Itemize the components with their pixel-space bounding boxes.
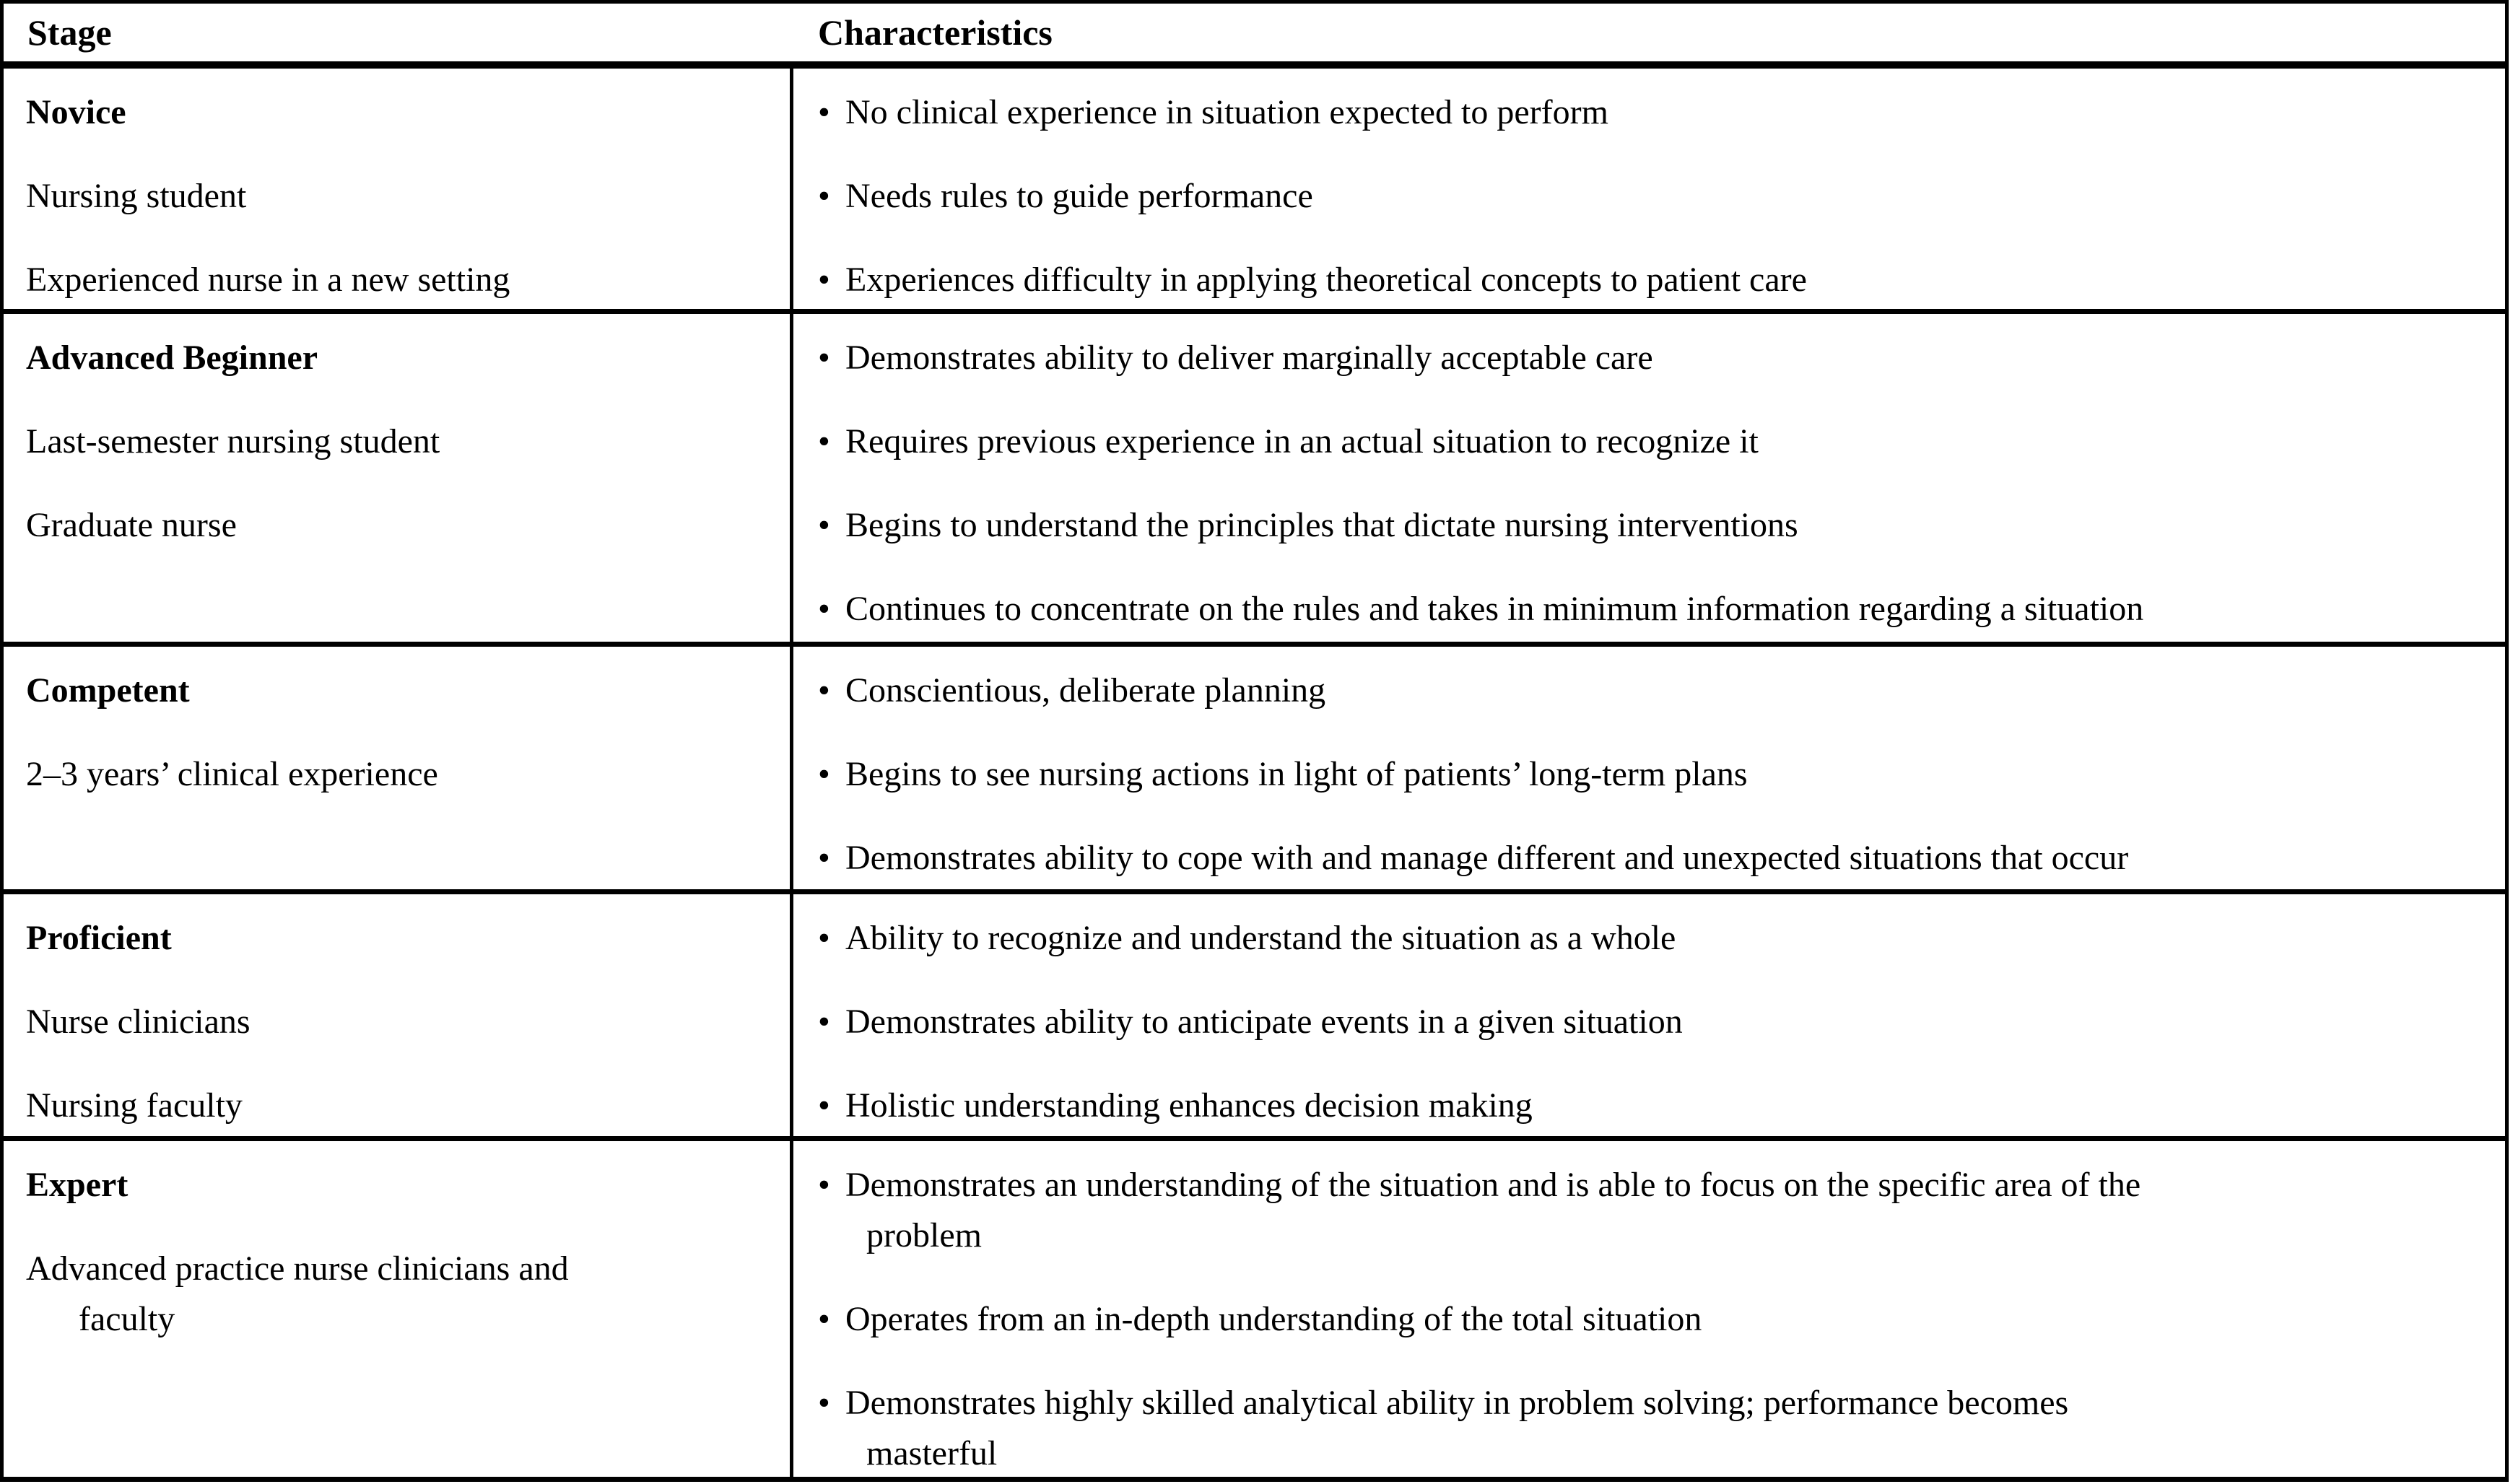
bullet-icon: •: [818, 1166, 830, 1204]
characteristic-item: [818, 333, 2487, 383]
characteristics-cell: [793, 1141, 2505, 1479]
stage-sub: [26, 1244, 775, 1345]
stage-sub: [26, 1081, 775, 1131]
characteristic-item: [818, 749, 2487, 800]
characteristic-item: [818, 416, 2487, 467]
column-header-characteristics: Characteristics: [818, 12, 1053, 53]
characteristic-item: [818, 1160, 2487, 1261]
characteristic-text: • Begins to see nursing actions in light of patients’ long-term plans: [818, 749, 2487, 800]
characteristics-cell: [793, 69, 2505, 309]
characteristic-text: • Operates from an in-depth understanding of the total situation: [818, 1294, 2487, 1345]
bullet-icon: •: [818, 590, 830, 628]
stage-sub: [26, 255, 775, 305]
characteristic-text: • Demonstrates highly skilled analytical ability in problem solving; performance becomes: [818, 1378, 2487, 1428]
characteristic-text: • Holistic understanding enhances decision making: [818, 1081, 2487, 1131]
table-body: [4, 69, 2505, 1479]
stage-sub-text: 2–3 years’ clinical experience: [26, 755, 438, 793]
stage-title: Expert: [26, 1166, 129, 1204]
characteristic-item: [818, 1294, 2487, 1345]
stage-title: Competent: [26, 671, 190, 710]
table-row: [4, 69, 2505, 314]
characteristic-text: • Conscientious, deliberate planning: [818, 665, 2487, 716]
stage-cell: [4, 69, 793, 309]
bullet-icon: •: [818, 919, 830, 957]
table-row: [4, 894, 2505, 1141]
characteristics-cell: [793, 647, 2505, 889]
characteristic-item: [818, 1081, 2487, 1131]
stage-cell: [4, 894, 793, 1136]
bullet-icon: •: [818, 339, 830, 377]
bullet-icon: •: [818, 755, 830, 793]
stage-title: Novice: [26, 93, 126, 131]
stage-cell: [4, 314, 793, 642]
characteristic-text: • Needs rules to guide performance: [818, 171, 2487, 222]
bullet-icon: •: [818, 1300, 830, 1338]
characteristic-text: • No clinical experience in situation expected to perform: [818, 87, 2487, 138]
characteristic-item: [818, 584, 2487, 634]
stage-sub: [26, 416, 775, 467]
table-row: [4, 1141, 2505, 1479]
characteristic-text: • Ability to recognize and understand the situation as a whole: [818, 913, 2487, 964]
characteristic-item: [818, 171, 2487, 222]
characteristic-text: • Demonstrates ability to deliver marginally acceptable care: [818, 333, 2487, 383]
stage-sub: [26, 749, 775, 800]
stage-sub: [26, 171, 775, 222]
characteristic-item: [818, 997, 2487, 1047]
characteristic-text: problem: [866, 1216, 982, 1254]
bullet-icon: •: [818, 671, 830, 710]
stage-sub-text: Experienced nurse in a new setting: [26, 261, 510, 299]
characteristic-item: [818, 255, 2487, 305]
bullet-icon: •: [818, 93, 830, 131]
stage-cell: [4, 647, 793, 889]
stage-sub-text: Advanced practice nurse clinicians and: [26, 1249, 569, 1288]
table-row: [4, 314, 2505, 647]
bullet-icon: •: [818, 177, 830, 215]
characteristic-item: [818, 500, 2487, 551]
stage-cell: [4, 1141, 793, 1479]
characteristic-item: [818, 1378, 2487, 1479]
stage-sub-text: Nursing faculty: [26, 1086, 243, 1125]
characteristic-text: masterful: [866, 1434, 998, 1472]
stage-sub-text: Graduate nurse: [26, 506, 237, 544]
bullet-icon: •: [818, 1384, 830, 1422]
stage-sub: [26, 997, 775, 1047]
bullet-icon: •: [818, 1086, 830, 1125]
stage-sub: [26, 500, 775, 551]
characteristics-cell: [793, 894, 2505, 1136]
characteristic-text: • Experiences difficulty in applying theoretical concepts to patient care: [818, 255, 2487, 305]
column-header-stage: Stage: [27, 12, 112, 53]
characteristic-text: • Demonstrates ability to cope with and manage different and unexpected situations that occur: [818, 833, 2487, 883]
stage-sub-text: Last-semester nursing student: [26, 422, 440, 461]
stage-title: Proficient: [26, 919, 172, 957]
stage-sub-text: Nurse clinicians: [26, 1003, 251, 1041]
bullet-icon: •: [818, 422, 830, 461]
stage-sub-text: Nursing student: [26, 177, 247, 215]
characteristic-text: • Demonstrates ability to anticipate events in a given situation: [818, 997, 2487, 1047]
characteristic-item: [818, 913, 2487, 964]
stage-sub-text: faculty: [79, 1300, 175, 1338]
characteristic-text: • Requires previous experience in an actual situation to recognize it: [818, 416, 2487, 467]
characteristic-item: [818, 833, 2487, 883]
table-row: [4, 647, 2505, 894]
stage-title: Advanced Beginner: [26, 339, 318, 377]
characteristic-item: [818, 665, 2487, 716]
bullet-icon: •: [818, 506, 830, 544]
bullet-icon: •: [818, 1003, 830, 1041]
table-header-row: [4, 4, 2505, 69]
characteristic-text: • Continues to concentrate on the rules and takes in minimum information regarding a situation: [818, 584, 2487, 634]
bullet-icon: •: [818, 839, 830, 877]
bullet-icon: •: [818, 261, 830, 299]
characteristics-cell: [793, 314, 2505, 642]
characteristic-item: [818, 87, 2487, 138]
characteristic-text: • Begins to understand the principles that dictate nursing interventions: [818, 500, 2487, 551]
characteristic-text: • Demonstrates an understanding of the situation and is able to focus on the specific area of the: [818, 1160, 2487, 1210]
